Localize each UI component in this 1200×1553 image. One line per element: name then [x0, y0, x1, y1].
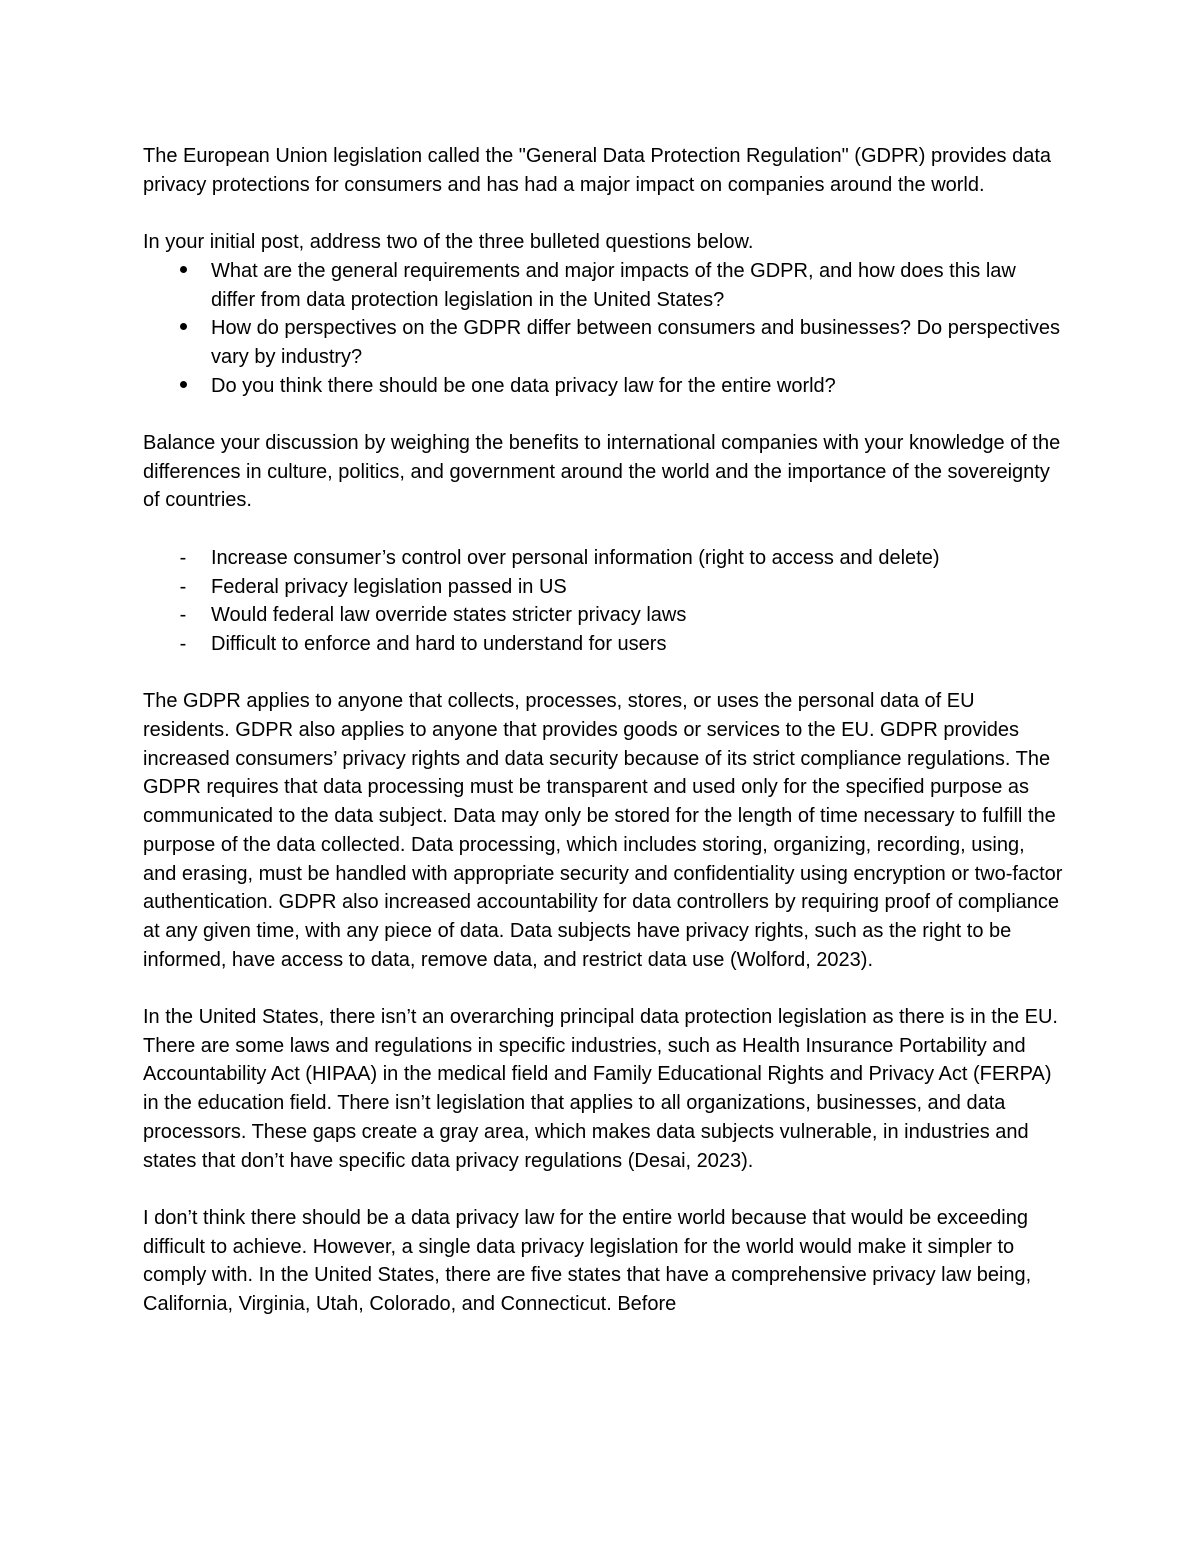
dash-marker: -: [179, 604, 187, 627]
prompt-line: In your initial post, address two of the three bulleted questions below.: [143, 231, 754, 254]
list-item: [143, 630, 1063, 659]
paragraph-spacer: [143, 1175, 1063, 1204]
list-item: [143, 601, 1063, 630]
dash-marker: -: [179, 546, 187, 569]
paragraph-spacer: [143, 199, 1063, 228]
list-item: [143, 314, 1063, 371]
list-item: [143, 372, 1063, 401]
dash-marker: -: [179, 575, 187, 598]
paragraph-spacer: [143, 659, 1063, 688]
list-item: [143, 544, 1063, 573]
list-item: [143, 573, 1063, 602]
balance-paragraph: Balance your discussion by weighing the benefits to international companies with your knowledge of the differences in culture, politics, and government around the world and the importance of the sovereignty of countries.: [143, 432, 1061, 512]
paragraph-spacer: [143, 974, 1063, 1003]
bullet-question-text: Do you think there should be one data privacy law for the entire world?: [211, 374, 836, 397]
notes-list: [143, 544, 1063, 659]
bullet-icon: [173, 314, 193, 343]
us-paragraph: In the United States, there isn’t an overarching principal data protection legislation as there is in the EU. There are some laws and regulations in specific industries, such as Health Insurance Portability and Accountability Act (HIPAA) in the medical field and Family Educational Rights and Privacy Act (FERPA) in the education field. There isn’t legislation that applies to all organizations, businesses, and data processors. These gaps create a gray area, which makes data subjects vulnerable, in industries and states that don’t have specific data privacy regulations (Desai, 2023).: [143, 1006, 1058, 1172]
bullet-question-list: [143, 257, 1063, 401]
bullet-icon: [173, 372, 193, 401]
list-item: [143, 257, 1063, 314]
intro-paragraph: The European Union legislation called the "General Data Protection Regulation" (GDPR) provides data privacy protections for consumers and has had a major impact on companies around the world.: [143, 145, 1052, 196]
bullet-icon: [173, 257, 193, 286]
note-text: Difficult to enforce and hard to understand for users: [211, 632, 667, 655]
bullet-question-text: What are the general requirements and major impacts of the GDPR, and how does this law differ from data protection legislation in the United States?: [211, 259, 1016, 311]
gdpr-paragraph: The GDPR applies to anyone that collects, processes, stores, or uses the personal data of EU residents. GDPR also applies to anyone that provides goods or services to the EU. GDPR provides increased consumers’ privacy rights and data security because of its strict compliance regulations. The GDPR requires that data processing must be transparent and used only for the specified purpose as communicated to the data subject. Data may only be stored for the length of time necessary to fulfill the purpose of the data collected. Data processing, which includes storing, organizing, recording, using, and erasing, must be handled with appropriate security and confidentiality using encryption or two-factor authentication. GDPR also increased accountability for data controllers by requiring proof of compliance at any given time, with any piece of data. Data subjects have privacy rights, such as the right to be informed, have access to data, remove data, and restrict data use (Wolford, 2023).: [143, 690, 1063, 971]
note-text: Would federal law override states stricter privacy laws: [211, 604, 687, 627]
note-text: Federal privacy legislation passed in US: [211, 575, 567, 598]
note-text: Increase consumer’s control over personal information (right to access and delete): [211, 546, 940, 569]
document-page: [143, 142, 1063, 1319]
dash-marker: -: [179, 632, 187, 655]
opinion-paragraph: I don’t think there should be a data privacy law for the entire world because that would be exceeding difficult to achieve. However, a single data privacy legislation for the world would make it simpler to comply with. In the United States, there are five states that have a comprehensive privacy law being, California, Virginia, Utah, Colorado, and Connecticut. Before: [143, 1206, 1032, 1316]
bullet-question-text: How do perspectives on the GDPR differ between consumers and businesses? Do perspectives vary by industry?: [211, 317, 1060, 368]
paragraph-spacer: [143, 515, 1063, 544]
paragraph-spacer: [143, 400, 1063, 429]
